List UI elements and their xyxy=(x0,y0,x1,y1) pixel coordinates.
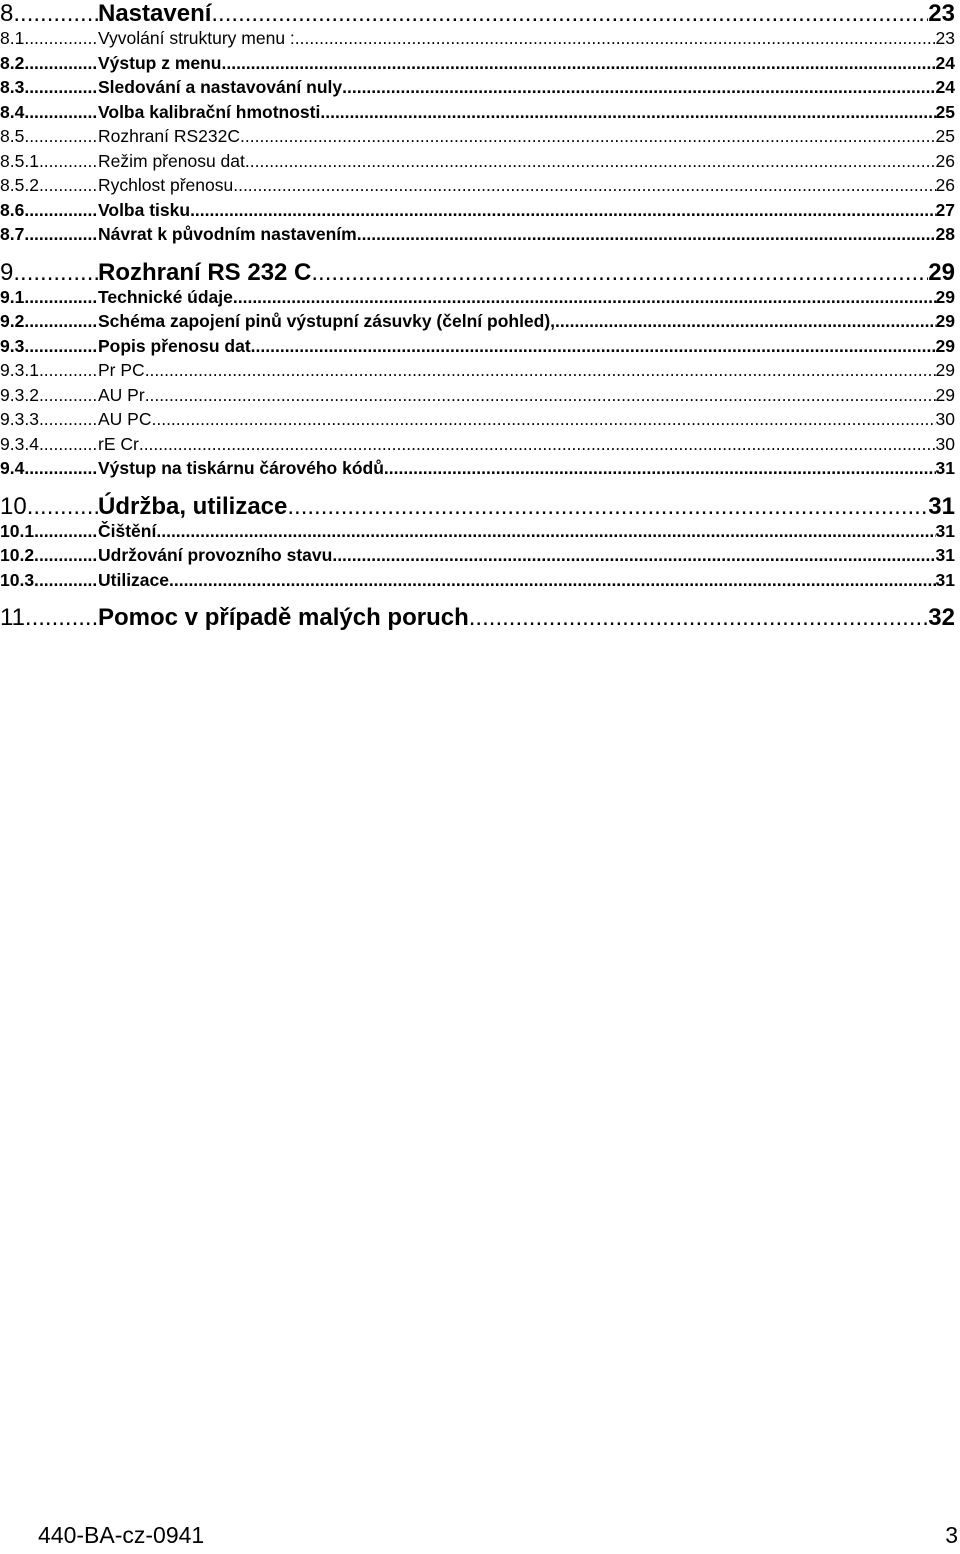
toc-leader-dots xyxy=(240,126,936,147)
toc-entry-title: Nastavení xyxy=(98,0,212,27)
toc-number-text: 10 xyxy=(0,492,27,520)
toc-entry-number xyxy=(0,175,98,196)
toc-leader-dots xyxy=(233,175,935,196)
toc-entry[interactable] xyxy=(0,28,955,53)
toc-entry-number xyxy=(0,570,98,591)
toc-number-text: 8.2 xyxy=(0,52,25,73)
toc-number-text: 9.3.1 xyxy=(0,360,39,380)
toc-entry[interactable] xyxy=(0,151,955,176)
toc-page-number: 29 xyxy=(935,335,955,356)
toc-number-leader xyxy=(39,360,98,381)
toc-number-leader xyxy=(13,259,98,287)
toc-entry-title: Utilizace xyxy=(98,569,169,590)
toc-number-text: 8.1 xyxy=(0,28,25,48)
toc-entry[interactable] xyxy=(0,493,955,521)
toc-number-text: 10.3. xyxy=(0,569,39,590)
toc-page-number: 31 xyxy=(935,569,955,590)
toc-entry[interactable] xyxy=(0,409,955,434)
toc-entry-title: Schéma zapojení pinů výstupní zásuvky (čelní pohled), xyxy=(98,311,556,331)
toc-leader-dots xyxy=(145,385,936,406)
toc-number-leader xyxy=(27,493,98,521)
toc-entry-title: Vyvolání struktury menu : xyxy=(98,28,295,48)
toc-entry-number xyxy=(0,545,98,566)
toc-number-text: 8.3 xyxy=(0,77,25,97)
toc-entry-number xyxy=(0,126,98,147)
toc-entry-title: Sledování a nastavování nuly xyxy=(98,77,343,97)
toc-entry-number xyxy=(0,77,98,98)
toc-number-text: 9.4 xyxy=(0,458,25,478)
toc-page-number: 28 xyxy=(935,224,955,244)
toc-number-leader xyxy=(39,409,98,430)
toc-entry-number xyxy=(0,259,98,287)
toc-entry-number xyxy=(0,493,98,521)
toc-entry[interactable] xyxy=(0,545,955,570)
toc-entry-title: rE Cr xyxy=(98,433,139,454)
toc-entry-number xyxy=(0,385,98,406)
toc-entry[interactable] xyxy=(0,259,955,287)
toc-entry-title: Návrat k původním nastavením xyxy=(98,224,357,244)
toc-number-text: 11 xyxy=(0,604,25,631)
toc-entry-title: Rozhraní RS 232 C xyxy=(98,258,312,286)
toc-page-number: 30 xyxy=(935,409,955,429)
toc-page-number: 27 xyxy=(935,199,955,220)
table-of-contents xyxy=(0,0,955,632)
toc-leader-dots xyxy=(469,604,929,632)
toc-entry-number xyxy=(0,360,98,381)
toc-number-leader xyxy=(34,521,98,542)
toc-entry-title: Rychlost přenosu xyxy=(98,175,234,195)
toc-number-text: 8.5.1 xyxy=(0,150,39,171)
toc-number-leader xyxy=(39,385,98,406)
toc-page-number: 31 xyxy=(935,520,955,541)
toc-entry-title: Výstup z menu. xyxy=(98,52,227,73)
toc-entry-title: Technické údaje xyxy=(98,286,233,307)
toc-entry[interactable] xyxy=(0,0,955,28)
toc-number-leader xyxy=(24,458,98,479)
toc-entry-number xyxy=(0,53,98,74)
toc-number-leader xyxy=(24,102,98,123)
section-gap xyxy=(0,249,955,259)
toc-entry-title: Režim přenosu dat xyxy=(98,150,245,171)
toc-number-text: 8.5.2 xyxy=(0,175,39,195)
toc-entry[interactable] xyxy=(0,570,955,595)
toc-leader-dots xyxy=(190,200,935,221)
toc-entry[interactable] xyxy=(0,102,955,127)
toc-entry-number xyxy=(0,224,98,245)
toc-number-leader xyxy=(24,336,98,357)
toc-number-leader xyxy=(13,0,98,28)
toc-entry-number xyxy=(0,521,98,542)
toc-leader-dots xyxy=(139,434,936,455)
toc-entry[interactable] xyxy=(0,287,955,312)
toc-entry-number xyxy=(0,336,98,357)
toc-page-number: 29 xyxy=(935,384,955,405)
toc-page-number: 29 xyxy=(935,360,955,380)
toc-number-leader xyxy=(24,287,98,308)
page-number: 3 xyxy=(945,1522,958,1548)
toc-entry-number xyxy=(0,200,98,221)
toc-number-leader xyxy=(39,570,98,591)
toc-entry-number xyxy=(0,287,98,308)
toc-leader-dots xyxy=(342,77,935,98)
toc-number-leader xyxy=(24,77,98,98)
toc-number-text: 8.4 xyxy=(0,101,25,122)
toc-entry-title: AU Pr xyxy=(98,384,145,405)
toc-entry-title: Popis přenosu dat xyxy=(98,335,251,356)
toc-page-number: 31 xyxy=(928,492,955,520)
toc-leader-dots xyxy=(233,287,936,308)
toc-number-text: 9.3.4 xyxy=(0,433,39,454)
toc-page-number: 26 xyxy=(935,175,955,195)
toc-page-number: 30 xyxy=(935,433,955,454)
toc-number-leader xyxy=(39,434,98,455)
toc-page-number: 24 xyxy=(935,77,955,97)
toc-entry[interactable] xyxy=(0,77,955,102)
toc-entry-title: Výstup na tiskárnu čárového kódů xyxy=(98,458,384,478)
toc-number-text: 8.5 xyxy=(0,126,25,146)
page-footer xyxy=(38,1522,958,1549)
toc-number-text: 9.3.3 xyxy=(0,409,39,429)
toc-number-text: 9.3 xyxy=(0,335,25,356)
toc-entry-number xyxy=(0,458,98,479)
toc-entry-title: AU PC xyxy=(98,409,152,429)
toc-entry-number xyxy=(0,409,98,430)
toc-entry[interactable] xyxy=(0,311,955,336)
toc-leader-dots xyxy=(211,0,928,28)
toc-entry[interactable] xyxy=(0,521,955,546)
toc-leader-dots xyxy=(555,311,935,332)
toc-entry[interactable] xyxy=(0,434,955,459)
toc-entry-title: Pomoc v případě malých poruch xyxy=(98,604,469,631)
toc-page-number: 29 xyxy=(928,258,955,286)
toc-entry-number xyxy=(0,151,98,172)
toc-page-number: 29 xyxy=(935,311,955,331)
toc-number-leader xyxy=(39,545,98,566)
toc-leader-dots xyxy=(384,458,936,479)
toc-entry-title: Volba kalibrační hmotnosti xyxy=(98,101,321,122)
toc-page-number: 31 xyxy=(935,545,955,565)
toc-entry[interactable] xyxy=(0,385,955,410)
toc-page-number: 25 xyxy=(935,126,955,146)
toc-leader-dots xyxy=(156,521,935,542)
toc-leader-dots xyxy=(151,409,935,430)
toc-entry-title: Čištění xyxy=(98,520,157,541)
toc-number-leader xyxy=(24,28,98,49)
toc-leader-dots xyxy=(332,545,935,566)
toc-leader-dots xyxy=(145,360,936,381)
toc-entry-number xyxy=(0,102,98,123)
toc-leader-dots xyxy=(226,53,935,74)
toc-leader-dots xyxy=(320,102,935,123)
toc-leader-dots xyxy=(169,570,936,591)
toc-leader-dots xyxy=(295,28,936,49)
toc-page-number: 32 xyxy=(928,604,955,631)
section-gap xyxy=(0,483,955,493)
toc-entry-number xyxy=(0,604,98,632)
toc-number-text: 8.6 xyxy=(0,199,25,220)
toc-number-text: 9 xyxy=(0,258,14,286)
document-id: 440-BA-cz-0941 xyxy=(38,1522,205,1548)
toc-leader-dots xyxy=(245,151,936,172)
toc-number-leader xyxy=(24,311,98,332)
toc-entry-title: Rozhraní RS232C xyxy=(98,126,241,146)
toc-entry-number xyxy=(0,311,98,332)
toc-number-text: 9.1 xyxy=(0,286,25,307)
toc-leader-dots xyxy=(311,259,928,287)
toc-entry-title: Volba tisku xyxy=(98,199,191,220)
toc-entry[interactable] xyxy=(0,336,955,361)
toc-entry-title: Udržování provozního stavu xyxy=(98,545,333,565)
toc-leader-dots xyxy=(287,493,928,521)
toc-entry-title: Pr PC xyxy=(98,360,145,380)
toc-entry-number xyxy=(0,28,98,49)
toc-number-text: 10.2. xyxy=(0,545,39,565)
toc-number-leader xyxy=(39,151,98,172)
toc-leader-dots xyxy=(251,336,936,357)
toc-entry[interactable] xyxy=(0,175,955,200)
toc-entry-number xyxy=(0,0,98,28)
toc-number-leader xyxy=(39,175,98,196)
toc-entry[interactable] xyxy=(0,604,955,632)
toc-entry[interactable] xyxy=(0,360,955,385)
toc-entry[interactable] xyxy=(0,224,955,249)
toc-entry-title: Údržba, utilizace xyxy=(98,492,288,520)
toc-page-number: 23 xyxy=(928,0,955,27)
toc-page-number: 26 xyxy=(935,150,955,171)
toc-number-text: 10.1 xyxy=(0,520,35,541)
toc-page-number: 23 xyxy=(935,28,955,48)
toc-page-number: 24 xyxy=(935,52,955,73)
toc-entry[interactable] xyxy=(0,458,955,483)
toc-page-number: 29 xyxy=(935,286,955,307)
toc-number-leader xyxy=(24,200,98,221)
toc-leader-dots xyxy=(357,224,936,245)
toc-number-text: 9.2 xyxy=(0,311,25,331)
toc-entry[interactable] xyxy=(0,200,955,225)
toc-page-number: 31 xyxy=(935,458,955,478)
toc-entry[interactable] xyxy=(0,53,955,78)
toc-number-text: 9.3.2 xyxy=(0,384,39,405)
toc-number-leader xyxy=(24,53,98,74)
section-gap xyxy=(0,594,955,604)
toc-page-number: 25 xyxy=(935,101,955,122)
toc-number-leader xyxy=(24,224,98,245)
toc-number-leader xyxy=(25,604,98,632)
toc-entry-number xyxy=(0,434,98,455)
toc-number-leader xyxy=(24,126,98,147)
toc-entry[interactable] xyxy=(0,126,955,151)
toc-number-text: 8.7 xyxy=(0,224,25,244)
toc-number-text: 8 xyxy=(0,0,14,27)
